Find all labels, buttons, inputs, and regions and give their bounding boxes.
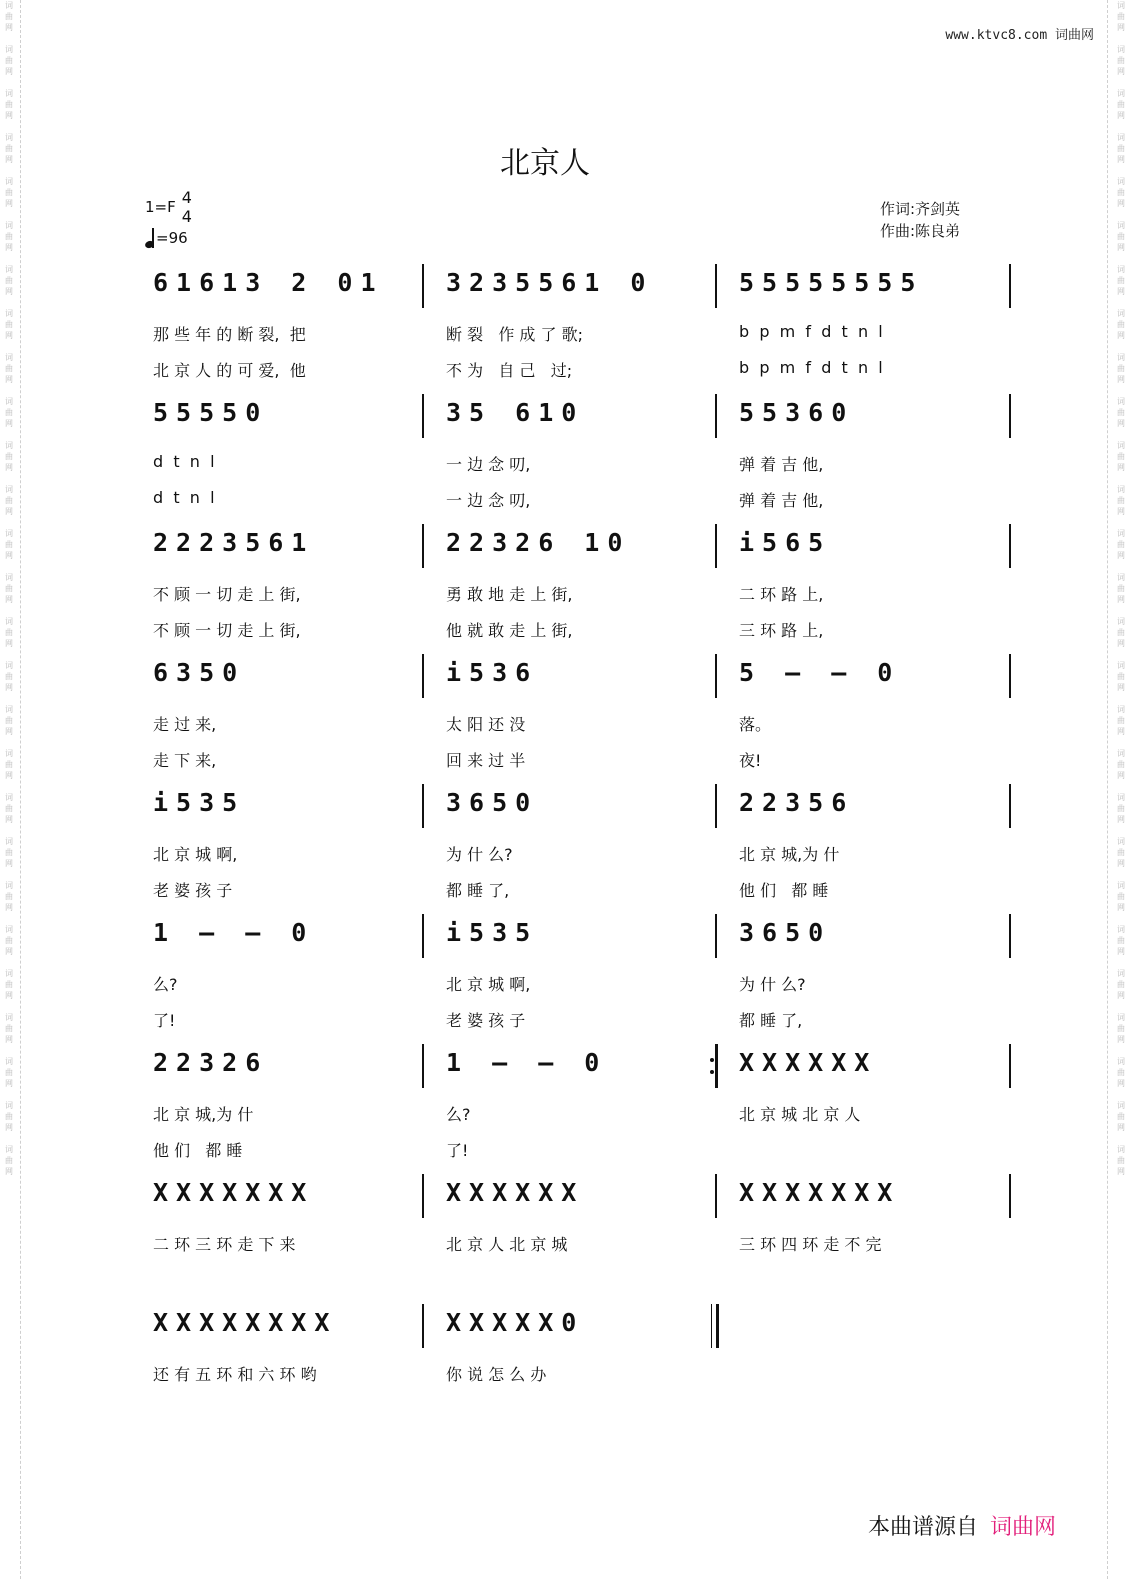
measure-notes: XXXXX0 [446,1308,585,1337]
left-guide-line [20,0,21,1579]
lyric-verse-1: 弹 着 吉 他, [739,455,824,474]
time-signature-top: 4 [181,188,192,207]
lyric-verse-1: 还 有 五 环 和 六 环 哟 [153,1365,317,1384]
measure [145,782,435,912]
measure-notes: i535 [446,918,539,947]
lyric-verse-1: 走 过 来, [153,715,217,734]
measure-notes: 5 — — 0 [739,658,901,687]
measure [438,262,728,392]
measure-notes: 2223561 [153,528,315,557]
key-tempo-block [145,188,192,248]
lyric-verse-1: 勇 敢 地 走 上 街, [446,585,573,604]
measure [438,1302,728,1432]
score-system [145,782,1015,912]
lyric-verse-1: 么? [446,1105,471,1124]
measure [731,1042,1021,1172]
measure-notes: 55550 [153,398,269,427]
measure-notes: XXXXXXX [153,1178,315,1207]
measure-notes: 22356 [739,788,855,817]
measure [731,782,1021,912]
lyric-verse-2: 他 就 敢 走 上 街, [446,621,573,640]
lyric-verse-2: 一 边 念 叨, [446,491,531,510]
measure-notes: 1 — — 0 [446,1048,608,1077]
measure [438,522,728,652]
measure-notes: 3650 [739,918,832,947]
measure [145,1042,435,1172]
right-watermark-column: 词 曲 网 词 曲 网 词 曲 网 词 曲 网 词 曲 网 词 曲 网 词 曲 网 词 曲 网 词 曲 网 词 曲 网 词 曲 网 词 曲 网 词 曲 网 词 曲 网 词 曲 网 词 曲 网 词 曲 网 词 曲 网 词 曲 网 词 曲 网 词 曲 网 词 曲 网 词 曲 网 词 曲 网 词 曲 网 词 曲 网 词 曲 网 [1117,1,1125,1176]
barline [715,394,717,438]
footer-credit [868,1510,1056,1541]
measure [145,262,435,392]
repeat-sign [710,1044,718,1088]
lyric-verse-2: b p m f d t n l [739,358,883,377]
measure [438,782,728,912]
measure-notes: 3235561 0 [446,268,654,297]
lyric-verse-2: 他 们 都 睡 [739,881,829,900]
lyric-verse-1: 么? [153,975,178,994]
barline [715,524,717,568]
lyric-verse-1: 不 顾 一 切 走 上 街, [153,585,301,604]
lyric-verse-1: 你 说 怎 么 办 [446,1365,547,1384]
measure-notes: XXXXXX [446,1178,585,1207]
lyric-verse-1: d t n l [153,452,215,471]
left-watermark-column: 词 曲 网 词 曲 网 词 曲 网 词 曲 网 词 曲 网 词 曲 网 词 曲 网 词 曲 网 词 曲 网 词 曲 网 词 曲 网 词 曲 网 词 曲 网 词 曲 网 词 曲 网 词 曲 网 词 曲 网 词 曲 网 词 曲 网 词 曲 网 词 曲 网 词 曲 网 词 曲 网 词 曲 网 词 曲 网 词 曲 网 词 曲 网 [5,1,13,1176]
score-system [145,1302,1015,1432]
measure-notes: i536 [446,658,539,687]
measure-notes: 22326 10 [446,528,631,557]
measure [731,652,1021,782]
barline [422,914,424,958]
barline [715,914,717,958]
lyric-verse-1: 二 环 路 上, [739,585,824,604]
measure [438,1172,728,1302]
measure [438,1042,728,1172]
barline [422,1304,424,1348]
credits [880,198,960,242]
measure [731,392,1021,522]
barline [715,654,717,698]
lyric-verse-2: 他 们 都 睡 [153,1141,243,1160]
footer-brand-link[interactable]: 词曲网 [990,1515,1057,1540]
song-title: 北京人 [500,146,590,181]
barline [715,1174,717,1218]
measure-notes: XXXXXXX [739,1178,901,1207]
lyric-verse-1: 那 些 年 的 断 裂, 把 [153,325,306,344]
time-signature [182,188,192,226]
measure [145,1172,435,1302]
lyric-verse-1: 三 环 四 环 走 不 完 [739,1235,882,1254]
measure-notes: XXXXXXXX [153,1308,338,1337]
measure [731,522,1021,652]
measure-notes: 35 610 [446,398,585,427]
lyric-verse-1: 北 京 城 啊, [446,975,531,994]
measure-notes: XXXXXX [739,1048,878,1077]
barline [1009,1174,1011,1218]
barline [422,1174,424,1218]
lyric-verse-2: d t n l [153,488,215,507]
measure [731,912,1021,1042]
measure-notes: 61613 2 01 [153,268,384,297]
measure [145,1302,435,1432]
site-url[interactable]: www.ktvc8.com [945,28,1048,43]
measure [731,262,1021,392]
lyric-verse-2: 走 下 来, [153,751,217,770]
barline [1009,524,1011,568]
score-system [145,262,1015,392]
lyric-verse-2: 弹 着 吉 他, [739,491,824,510]
barline [1009,264,1011,308]
measure [145,522,435,652]
lyric-verse-2: 老 婆 孩 子 [446,1011,526,1030]
final-barline [711,1304,719,1348]
lyric-verse-1: 北 京 人 北 京 城 [446,1235,568,1254]
barline [422,524,424,568]
lyric-verse-1: 太 阳 还 没 [446,715,526,734]
measure [438,392,728,522]
score-system [145,1042,1015,1172]
key-signature: 1=F [145,198,176,216]
measure-notes: 3650 [446,788,539,817]
measure [145,392,435,522]
lyric-verse-2: 了! [153,1011,176,1030]
measure-notes: 1 — — 0 [153,918,315,947]
barline [1009,1044,1011,1088]
score-system [145,652,1015,782]
lyric-verse-2: 三 环 路 上, [739,621,824,640]
lyric-verse-1: 北 京 城 北 京 人 [739,1105,861,1124]
lyric-verse-1: 为 什 么? [446,845,513,864]
lyric-verse-2: 都 睡 了, [739,1011,803,1030]
score-system [145,1172,1015,1302]
lyric-verse-1: 断 裂 作 成 了 歌; [446,325,583,344]
lyric-verse-1: b p m f d t n l [739,322,883,341]
lyric-verse-2: 回 来 过 半 [446,751,526,770]
tempo-value: =96 [156,229,188,247]
barline [1009,394,1011,438]
measure-notes: i565 [739,528,832,557]
measure [145,652,435,782]
composer-credit: 作曲:陈良弟 [880,222,961,240]
lyric-verse-2: 北 京 人 的 可 爱, 他 [153,361,306,380]
lyric-verse-2: 不 为 自 己 过; [446,361,573,380]
score-system [145,912,1015,1042]
lyricist-credit: 作词:齐剑英 [880,200,961,218]
lyric-verse-2: 老 婆 孩 子 [153,881,233,900]
barline [422,1044,424,1088]
score-system [145,522,1015,652]
lyric-verse-1: 一 边 念 叨, [446,455,531,474]
barline [1009,914,1011,958]
measure-notes: 55555555 [739,268,924,297]
measure-notes: 22326 [153,1048,269,1077]
barline [422,654,424,698]
site-header [945,24,1094,43]
measure-notes: i535 [153,788,246,817]
time-signature-bottom: 4 [181,207,192,226]
lyric-verse-1: 北 京 城,为 什 [739,845,840,864]
lyric-verse-1: 落。 [739,715,772,734]
barline [715,264,717,308]
measure [438,912,728,1042]
score-system [145,392,1015,522]
barline [715,784,717,828]
measure-notes: 6350 [153,658,246,687]
lyric-verse-2: 不 顾 一 切 走 上 街, [153,621,301,640]
lyric-verse-2: 了! [446,1141,469,1160]
measure [438,652,728,782]
site-name: 词曲网 [1054,28,1094,43]
lyric-verse-1: 北 京 城,为 什 [153,1105,254,1124]
right-guide-line [1107,0,1108,1579]
barline [1009,784,1011,828]
measure [731,1172,1021,1302]
lyric-verse-1: 北 京 城 啊, [153,845,238,864]
measure [145,912,435,1042]
barline [422,394,424,438]
barline [422,784,424,828]
lyric-verse-1: 二 环 三 环 走 下 来 [153,1235,296,1254]
barline [1009,654,1011,698]
footer-text: 本曲谱源自 [868,1515,979,1540]
lyric-verse-2: 夜! [739,751,762,770]
lyric-verse-1: 为 什 么? [739,975,806,994]
lyric-verse-2: 都 睡 了, [446,881,510,900]
measure-notes: 55360 [739,398,855,427]
barline [422,264,424,308]
